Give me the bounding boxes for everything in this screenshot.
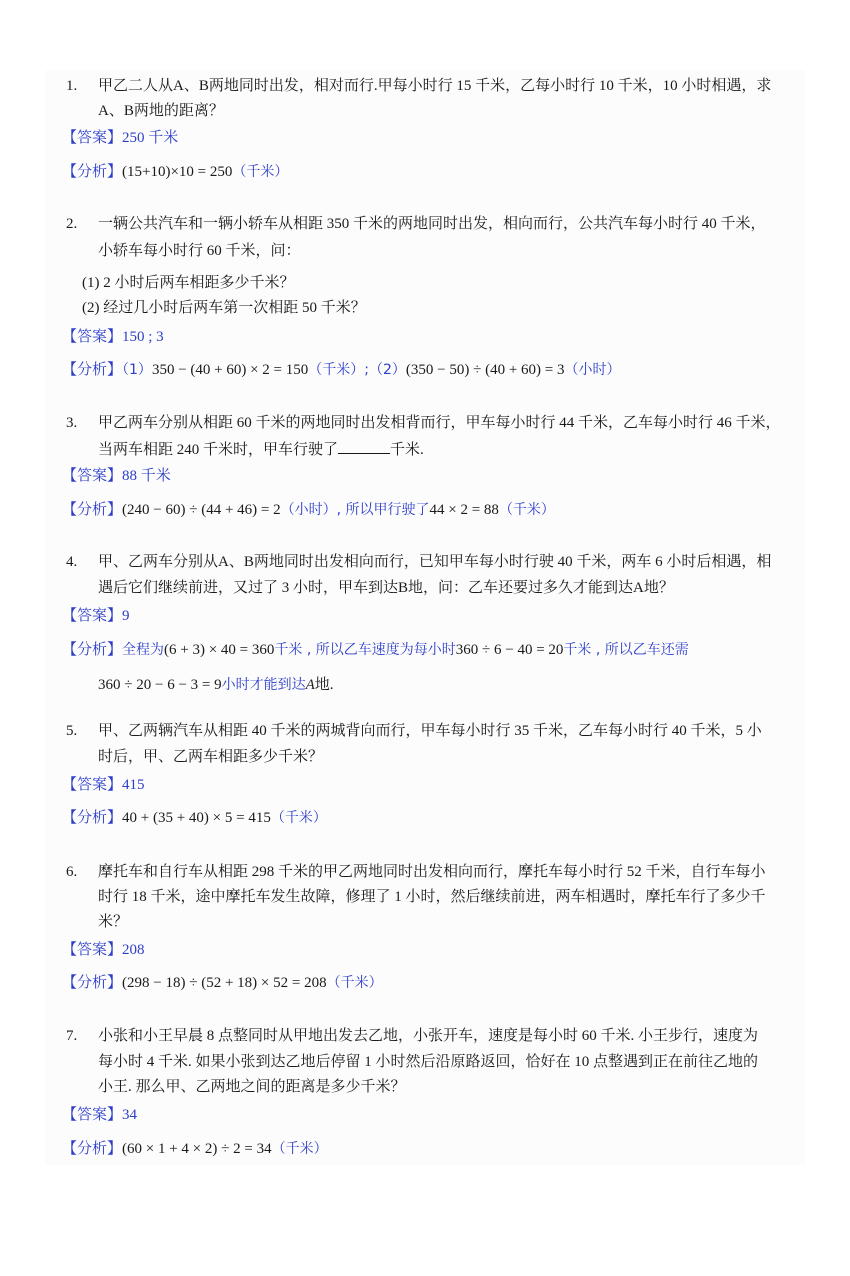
answer-line bbox=[62, 327, 164, 347]
question-number: 6. bbox=[66, 864, 78, 880]
analysis-label: 【分析】 bbox=[62, 362, 123, 378]
answer-label: 【答案】 bbox=[62, 1107, 123, 1123]
question-text-line: 米？ bbox=[98, 914, 129, 930]
question-text-line: 时行 18 千米，途中摩托车发生故障，修理了 1 小时，然后继续前进，两车相遇时，摩托车行了多少千 bbox=[98, 889, 766, 905]
answer-value: 250 千米 bbox=[122, 130, 179, 146]
analysis-unit: （千米） bbox=[498, 502, 555, 518]
analysis-label: 【分析】 bbox=[62, 810, 123, 826]
analysis-formula: (60 × 1 + 4 × 2) ÷ 2 = 34 bbox=[122, 1141, 272, 1157]
analysis-text: 全程为 bbox=[122, 642, 165, 658]
fill-in-blank bbox=[338, 439, 390, 454]
analysis-unit: （千米） bbox=[270, 810, 327, 826]
answer-value: 34 bbox=[122, 1107, 138, 1123]
question-text-line: 时后，甲、乙两车相距多少千米？ bbox=[98, 749, 324, 765]
analysis-unit: （千米） bbox=[326, 975, 383, 991]
question-text-line: 小轿车每小时行 60 千米，问： bbox=[98, 243, 301, 259]
question-text-line: 甲、乙两车分别从A、B两地同时出发相向而行，已知甲车每小时行驶 40 千米，两车 6 小时后相遇，相 bbox=[98, 554, 772, 570]
analysis-line bbox=[62, 1139, 328, 1159]
analysis-formula: (298 − 18) ÷ (52 + 18) × 52 = 208 bbox=[122, 975, 327, 991]
answer-label: 【答案】 bbox=[62, 329, 123, 345]
question-text-line: 一辆公共汽车和一辆小轿车从相距 350 千米的两地同时出发，相向而行，公共汽车每小时行 40 千米， bbox=[98, 216, 766, 232]
analysis-unit: （千米）;（2） bbox=[308, 362, 406, 378]
analysis-label: 【分析】 bbox=[62, 502, 123, 518]
analysis-formula: (6 + 3) × 40 = 360 bbox=[164, 642, 275, 658]
answer-line bbox=[62, 940, 145, 960]
analysis-line bbox=[62, 973, 383, 993]
analysis-line bbox=[62, 162, 288, 182]
answer-line bbox=[62, 606, 130, 626]
question-number: 1. bbox=[66, 78, 78, 94]
question-text-line: 甲、乙两辆汽车从相距 40 千米的两城背向而行，甲车每小时行 35 千米，乙车每小时行 40 千米，5 小 bbox=[98, 723, 762, 739]
analysis-formula: (240 − 60) ÷ (44 + 46) = 2 bbox=[122, 502, 281, 518]
question-number: 3. bbox=[66, 415, 78, 431]
question-text: 千米. bbox=[390, 442, 424, 458]
answer-value: 9 bbox=[122, 608, 130, 624]
analysis-unit: （小时）, 所以甲行驶了 bbox=[280, 502, 430, 518]
analysis-formula: (350 − 50) ÷ (40 + 60) = 3 bbox=[405, 362, 565, 378]
answer-line bbox=[62, 775, 145, 795]
analysis-formula: 360 ÷ 20 − 6 − 3 = 9 bbox=[98, 677, 222, 693]
analysis-formula: 350 − (40 + 60) × 2 = 150 bbox=[151, 362, 309, 378]
answer-line bbox=[62, 128, 178, 148]
analysis-formula: 40 + (35 + 40) × 5 = 415 bbox=[122, 810, 271, 826]
answer-label: 【答案】 bbox=[62, 777, 123, 793]
analysis-text: 千米 , 所以乙车速度为每小时 bbox=[274, 642, 456, 658]
analysis-text: 小时才能到达 bbox=[221, 677, 306, 693]
answer-value: 208 bbox=[122, 942, 145, 958]
question-text-line bbox=[98, 439, 424, 460]
question-text-line: 每小时 4 千米. 如果小张到达乙地后停留 1 小时然后沿原路返回，恰好在 10 点整遇到正在前往乙地的 bbox=[98, 1054, 759, 1070]
question-number: 2. bbox=[66, 216, 78, 232]
question-text-line: A、B两地的距离？ bbox=[98, 103, 224, 119]
document-panel bbox=[45, 70, 805, 1165]
answer-line bbox=[62, 466, 171, 486]
analysis-text: 千米 , 所以乙车还需 bbox=[563, 642, 689, 658]
answer-value: 415 bbox=[122, 777, 145, 793]
analysis-line bbox=[62, 808, 327, 828]
analysis-label: 【分析】 bbox=[62, 1141, 123, 1157]
analysis-label: 【分析】 bbox=[62, 975, 123, 991]
sub-question: (1) 2 小时后两车相距多少千米？ bbox=[82, 275, 295, 291]
answer-label: 【答案】 bbox=[62, 130, 123, 146]
analysis-unit: （千米） bbox=[271, 1141, 328, 1157]
answer-value: 88 千米 bbox=[122, 468, 171, 484]
analysis-line bbox=[62, 500, 555, 520]
answer-value: 150 ; 3 bbox=[122, 329, 164, 345]
analysis-formula: 360 ÷ 6 − 40 = 20 bbox=[455, 642, 564, 658]
analysis-text: 地. bbox=[314, 677, 334, 693]
analysis-line bbox=[62, 640, 689, 660]
question-text-line: 小张和小王早晨 8 点整同时从甲地出发去乙地，小张开车，速度是每小时 60 千米. 小王步行，速度为 bbox=[98, 1028, 759, 1044]
analysis-formula: 44 × 2 = 88 bbox=[429, 502, 499, 518]
answer-label: 【答案】 bbox=[62, 468, 123, 484]
analysis-line-continued bbox=[98, 675, 334, 695]
answer-label: 【答案】 bbox=[62, 608, 123, 624]
analysis-unit: （千米） bbox=[232, 164, 289, 180]
place-variable: A bbox=[305, 677, 315, 693]
question-number: 4. bbox=[66, 554, 78, 570]
question-text: 当两车相距 240 千米时，甲车行驶了 bbox=[98, 442, 339, 458]
question-text-line: 遇后它们继续前进，又过了 3 小时，甲车到达B地，问：乙车还要过多久才能到达A地？ bbox=[98, 580, 674, 596]
analysis-label: 【分析】 bbox=[62, 642, 123, 658]
question-number: 5. bbox=[66, 723, 78, 739]
question-text-line: 甲乙二人从A、B两地同时出发，相对而行.甲每小时行 15 千米，乙每小时行 10 千米，10 小时相遇，求 bbox=[98, 78, 772, 94]
sub-question: (2) 经过几小时后两车第一次相距 50 千米？ bbox=[82, 300, 366, 316]
analysis-part-label: （1） bbox=[122, 362, 152, 378]
analysis-formula: (15+10)×10 = 250 bbox=[122, 164, 233, 180]
question-text-line: 甲乙两车分别从相距 60 千米的两地同时出发相背而行，甲车每小时行 44 千米，乙车每小时行 46 千米， bbox=[98, 415, 781, 431]
analysis-label: 【分析】 bbox=[62, 164, 123, 180]
analysis-unit: （小时） bbox=[564, 362, 621, 378]
analysis-line bbox=[62, 360, 620, 380]
question-text-line: 摩托车和自行车从相距 298 千米的甲乙两地同时出发相向而行，摩托车每小时行 52 千米，自行车每小 bbox=[98, 864, 766, 880]
question-number: 7. bbox=[66, 1028, 78, 1044]
question-text-line: 小王. 那么甲、乙两地之间的距离是多少千米？ bbox=[98, 1079, 406, 1095]
answer-label: 【答案】 bbox=[62, 942, 123, 958]
answer-line bbox=[62, 1105, 137, 1125]
